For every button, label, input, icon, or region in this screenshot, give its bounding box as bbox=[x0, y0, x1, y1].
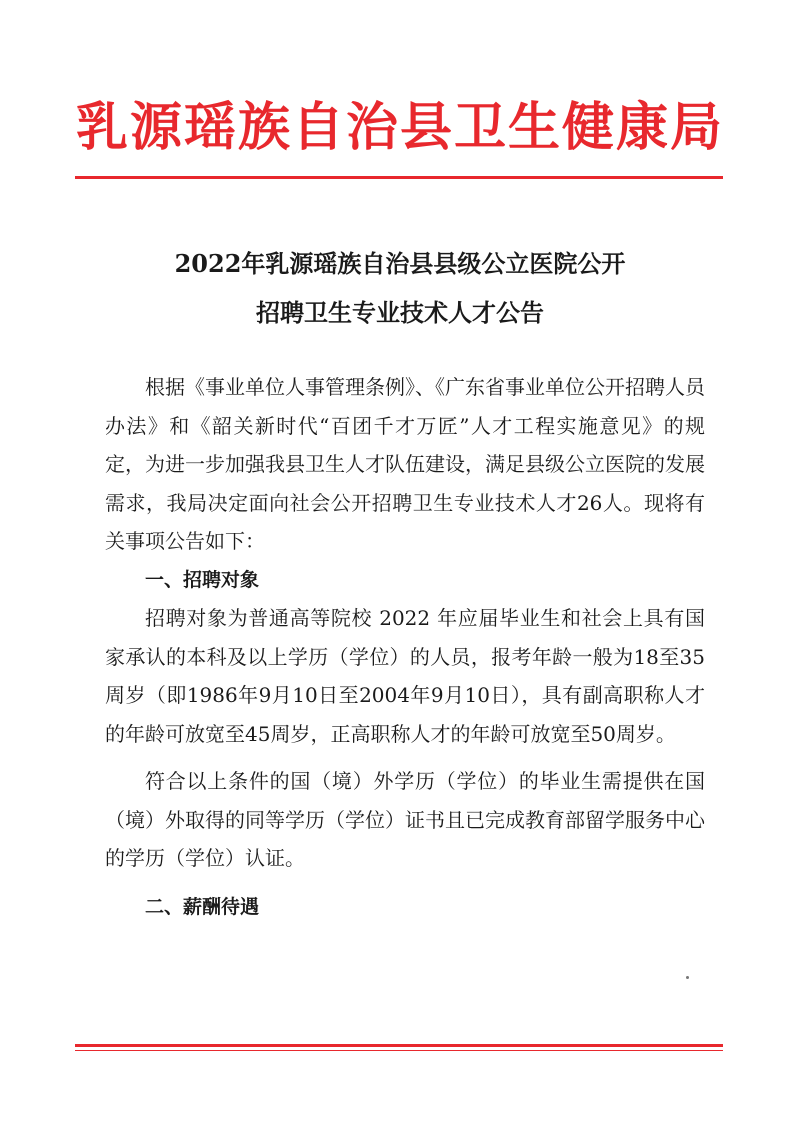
agency-masthead: 乳源瑶族自治县卫生健康局 bbox=[75, 97, 724, 158]
intro-paragraph: 根据《事业单位人事管理条例》、《广东省事业单位公开招聘人员办法》和《韶关新时代“百团千才万匠”人才工程实施意见》的规定，为进一步加强我县卫生人才队伍建设，满足县级公立医院的发展需求，我局决定面向社会公开招聘卫生专业技术人才26人。现将有关事项公告如下： bbox=[105, 375, 705, 553]
footer-rule-thin bbox=[75, 1050, 723, 1051]
footer-rule-thick bbox=[75, 1044, 723, 1047]
scan-speck bbox=[686, 976, 689, 979]
document-title-line-1: 2022年乳源瑶族自治县县级公立医院公开 bbox=[174, 249, 626, 278]
document-title-line-2: 招聘卫生专业技术人才公告 bbox=[256, 298, 544, 327]
paragraph-gap bbox=[105, 753, 705, 762]
masthead-divider bbox=[75, 176, 723, 179]
section-heading-recruitment-targets: 一、招聘对象 bbox=[145, 568, 260, 591]
overseas-degree-paragraph: 符合以上条件的国（境）外学历（学位）的毕业生需提供在国（境）外取得的同等学历（学位）证书且已完成教育部留学服务中心的学历（学位）认证。 bbox=[105, 769, 705, 870]
section-heading-salary: 二、薪酬待遇 bbox=[145, 895, 260, 918]
document-body bbox=[105, 368, 705, 926]
footer-double-rule bbox=[75, 1044, 723, 1054]
paragraph-gap bbox=[105, 878, 705, 888]
recruitment-targets-paragraph: 招聘对象为普通高等院校 2022 年应届毕业生和社会上具有国家承认的本科及以上学历（学位）的人员，报考年龄一般为18至35周岁（即1986年9月10日至2004年9月10日），具有副高职称人才的年龄可放宽至45周岁，正高职称人才的年龄可放宽至50周岁。 bbox=[105, 606, 705, 746]
